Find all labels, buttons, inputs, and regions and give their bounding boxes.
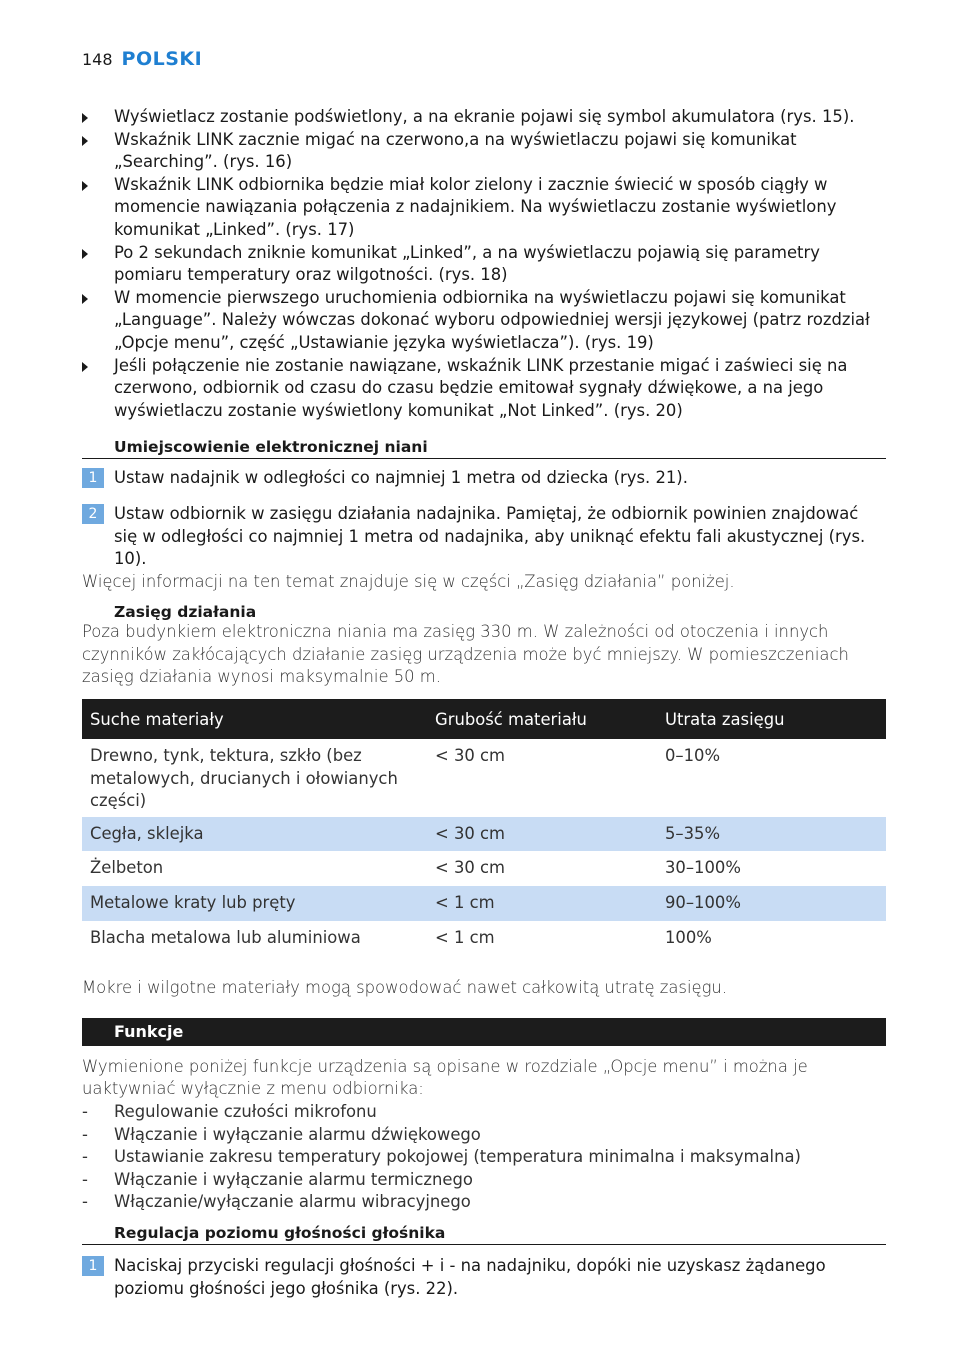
table-cell: < 1 cm	[427, 886, 657, 921]
step-number: 1	[82, 468, 104, 488]
placement-heading: Umiejscowienie elektronicznej niani	[82, 438, 886, 459]
table-cell: Blacha metalowa lub aluminiowa	[90, 927, 361, 947]
table-cell: Cegła, sklejka	[82, 817, 427, 852]
functions-banner: Funkcje	[82, 1018, 886, 1046]
table-header: Grubość materiału	[427, 699, 657, 739]
step-number: 1	[82, 1256, 104, 1276]
placement-step-1: 1 Ustaw nadajnik w odległości co najmniej 1 metra od dziecka (rys. 21).	[82, 467, 886, 490]
placement-step-2: 2 Ustaw odbiornik w zasięgu działania nadajnika. Pamiętaj, że odbiornik powinien znajdować się w odległości co najmniej 1 metra od nadajnika, aby uniknąć efektu fali akustycznej (rys. 10).	[82, 503, 886, 571]
bullet-icon	[82, 294, 88, 304]
table-row	[82, 921, 886, 956]
table-cell: < 30 cm	[435, 858, 505, 878]
list-item: - Ustawianie zakresu temperatury pokojowej (temperatura minimalna i maksymalna)	[82, 1147, 801, 1167]
bullet-icon	[82, 136, 88, 146]
range-table	[82, 699, 886, 955]
page-content	[82, 106, 886, 1300]
list-item: W momencie pierwszego uruchomienia odbiornika na wyświetlaczu pojawi się komunikat „Language”. Należy wówczas dokonać wyboru odpowiedniej wersji językowej (patrz rozdział „Opcje menu”, część „Ustawianie języka wyświetlacza”). (rys. 19)	[82, 287, 886, 355]
table-row	[82, 739, 886, 817]
table-header: Utrata zasięgu	[657, 699, 886, 739]
table-cell: 100%	[665, 927, 712, 947]
bullet-icon	[82, 113, 88, 123]
table-header-row	[82, 699, 886, 739]
list-item: - Regulowanie czułości mikrofonu	[82, 1102, 377, 1121]
table-row	[82, 886, 886, 921]
table-row	[82, 817, 886, 852]
volume-step-1: 1 Naciskaj przyciski regulacji głośności + i - na nadajniku, dopóki nie uzyskasz żądanego poziomu głośności jego głośnika (rys. 22).	[82, 1255, 886, 1300]
list-item: - Włączanie i wyłączanie alarmu dźwiękowego	[82, 1124, 481, 1144]
table-cell: 30–100%	[665, 858, 741, 878]
bullet-icon	[82, 181, 88, 191]
list-item: Jeśli połączenie nie zostanie nawiązane, wskaźnik LINK przestanie migać i zaświeci się na czerwono, odbiornik od czasu do czasu będzie emitował sygnały dźwiękowe, a na jego wyświetlaczu zostanie wyświetlony komunikat „Not Linked”. (rys. 20)	[82, 355, 886, 423]
table-header: Suche materiały	[82, 699, 427, 739]
bullet-list	[82, 106, 886, 422]
bullet-icon	[82, 249, 88, 259]
list-item: Wyświetlacz zostanie podświetlony, a na ekranie pojawi się symbol akumulatora (rys. 15).	[82, 106, 886, 129]
functions-intro: Wymienione poniżej funkcje urządzenia są opisane w rozdziale „Opcje menu” i można je uaktywniać wyłącznie z menu odbiornika:	[82, 1056, 808, 1099]
table-cell: < 1 cm	[435, 927, 495, 947]
list-item: Wskaźnik LINK zacznie migać na czerwono,a na wyświetlaczu pojawi się komunikat „Searching”. (rys. 16)	[82, 129, 886, 174]
volume-heading: Regulacja poziomu głośności głośnika	[82, 1224, 886, 1245]
table-row	[82, 851, 886, 886]
section-title: POLSKI	[121, 48, 203, 70]
table-cell: Drewno, tynk, tektura, szkło (bez metalowych, drucianych i ołowianych części)	[90, 746, 398, 811]
list-item: - Włączanie/wyłączanie alarmu wibracyjnego	[82, 1192, 471, 1212]
range-heading: Zasięg działania	[114, 603, 257, 622]
table-cell: 5–35%	[657, 817, 886, 852]
table-cell: < 30 cm	[427, 817, 657, 852]
placement-note: Więcej informacji na ten temat znajduje się w części „Zasięg działania” poniżej.	[82, 571, 735, 591]
list-item: Wskaźnik LINK odbiornika będzie miał kolor zielony i zacznie świecić w sposób ciągły w momencie nawiązania połączenia z nadajnikiem. Na wyświetlaczu zostanie wyświetlony komunikat „Linked”. (rys. 17)	[82, 174, 886, 242]
page-header	[82, 48, 202, 72]
functions-list	[82, 1101, 886, 1214]
step-number: 2	[82, 504, 104, 524]
page-number: 148	[82, 50, 113, 69]
table-cell: Żelbeton	[90, 858, 164, 878]
bullet-icon	[82, 362, 88, 372]
range-text: Poza budynkiem elektroniczna niania ma zasięg 330 m. W zależności od otoczenia i innych czynników zakłócających działanie zasięg urządzenia może być mniejszy. W pomieszczeniach zasięg działania wynosi maksymalnie 50 m.	[82, 622, 849, 687]
list-item: - Włączanie i wyłączanie alarmu termicznego	[82, 1169, 473, 1189]
table-cell: Metalowe kraty lub pręty	[82, 886, 427, 921]
table-cell: < 30 cm	[435, 746, 505, 766]
table-cell: 90–100%	[657, 886, 886, 921]
list-item: Po 2 sekundach zniknie komunikat „Linked”, a na wyświetlaczu pojawią się parametry pomiaru temperatury oraz wilgotności. (rys. 18)	[82, 242, 886, 287]
table-cell: 0–10%	[665, 746, 721, 766]
range-after-note: Mokre i wilgotne materiały mogą spowodować nawet całkowitą utratę zasięgu.	[82, 978, 728, 998]
